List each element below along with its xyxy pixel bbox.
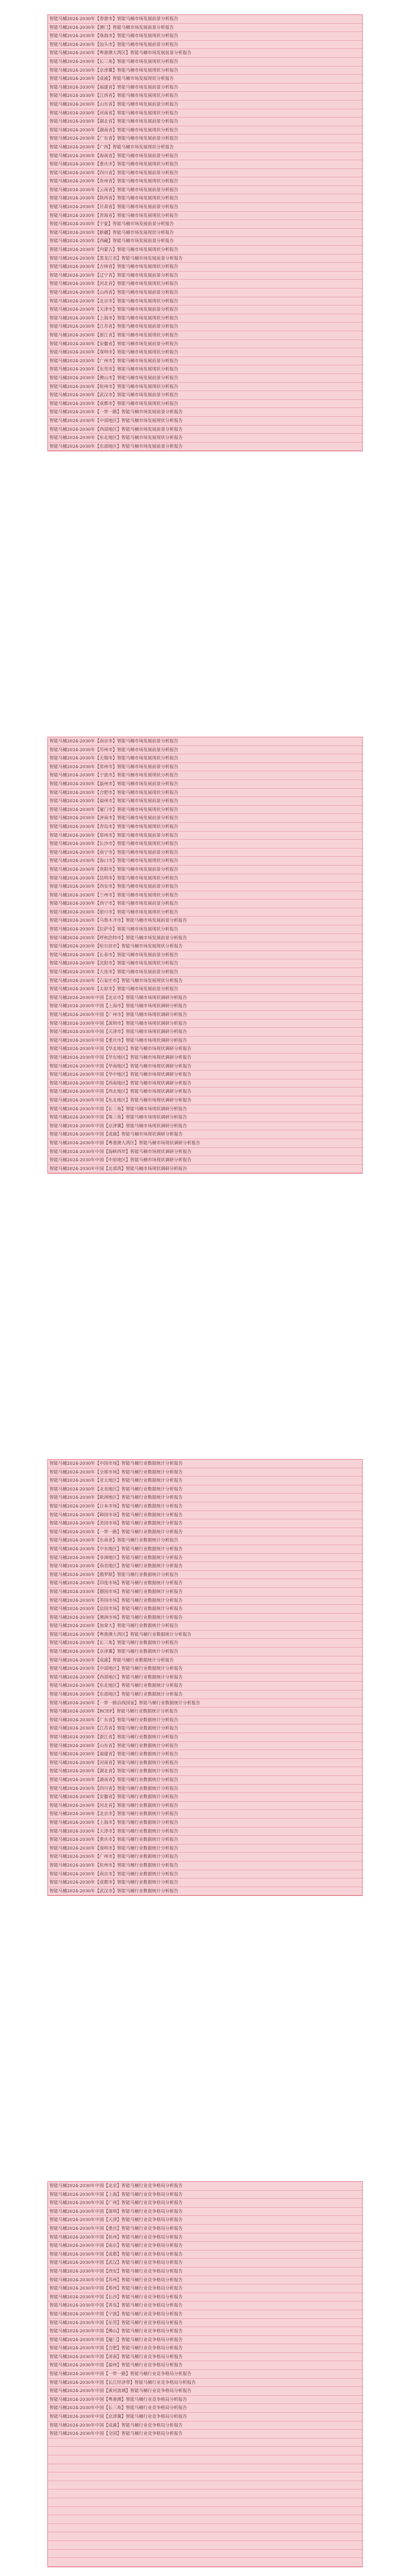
- table-row: 智能马桶2024-2030年【亚太地区】智能马桶行业数据统计分析报告: [48, 1477, 362, 1485]
- page-1: [0, 0, 409, 722]
- table-row: 智能马桶2024-2030年【一带一路】智能马桶行业数据统计分析报告: [48, 1528, 362, 1537]
- table-row: 智能马桶2024-2030年【北美地区】智能马桶行业数据统计分析报告: [48, 1485, 362, 1494]
- table-row: 智能马桶2024-2030年【青海省】智能马桶市场发展现状分析报告: [48, 212, 362, 221]
- table-row: 智能马桶2024-2030年【青岛市】智能马桶市场发展现状分析报告: [48, 823, 362, 832]
- table-row: 智能马桶2024-2030年【长春市】智能马桶市场发展前景分析报告: [48, 951, 362, 960]
- table-row: 智能马桶2024-2030年【大连市】智能马桶市场发展前景分析报告: [48, 968, 362, 977]
- table-row: 智能马桶2024-2030年中国【天津】智能马桶行业竞争格局分析报告: [48, 2216, 362, 2225]
- table-row: 智能马桶2024-2030年【西藏】智能马桶市场发展前景分析报告: [48, 237, 362, 246]
- table-row: 智能马桶2024-2030年【河南省】智能马桶市场发展现状分析报告: [48, 109, 362, 118]
- table-row: 智能马桶2024-2030年【杭州市】智能马桶行业数据统计分析报告: [48, 1861, 362, 1870]
- table-row: 智能马桶2024-2030年【长沙市】智能马桶市场发展现状分析报告: [48, 840, 362, 849]
- table-row: 智能马桶2024-2030年【成渝】智能马桶市场发展现状分析报告: [48, 75, 362, 83]
- table-row: 智能马桶2024-2030年中国【济南】智能马桶行业竞争格局分析报告: [48, 2353, 362, 2362]
- table-row: 智能马桶2024-2030年【四川省】智能马桶市场发展前景分析报告: [48, 169, 362, 178]
- table-row: 智能马桶2024-2030年【云南省】智能马桶市场发展前景分析报告: [48, 186, 362, 195]
- table-row: 智能马桶2024-2030年【非洲地区】智能马桶行业数据统计分析报告: [48, 1554, 362, 1563]
- table-row: [48, 2489, 362, 2498]
- table-row: 智能马桶2024-2030年【合肥市】智能马桶市场发展现状分析报告: [48, 789, 362, 798]
- table-row: 智能马桶2024-2030年中国【长三角】智能马桶市场现状调研分析报告: [48, 1105, 362, 1114]
- table-row: 智能马桶2024-2030年【英国市场】智能马桶行业数据统计分析报告: [48, 1597, 362, 1605]
- table-row: 智能马桶2024-2030年【汕头市】智能马桶市场发展前景分析报告: [48, 41, 362, 49]
- table-row: 智能马桶2024-2030年中国【重庆】智能马桶行业竞争格局分析报告: [48, 2225, 362, 2233]
- table-row: 智能马桶2024-2030年【成都市】智能马桶行业数据统计分析报告: [48, 1878, 362, 1887]
- table-row: 智能马桶2024-2030年【无锡市】智能马桶市场发展现状分析报告: [48, 754, 362, 763]
- table-row: 智能马桶2024-2030年【太原市】智能马桶市场发展前景分析报告: [48, 985, 362, 994]
- page-2: [0, 722, 409, 1445]
- table-row: 智能马桶2024-2030年中国【东北地区】智能马桶市场现状调研分析报告: [48, 1096, 362, 1105]
- table-row: 智能马桶2024-2030年【西宁市】智能马桶市场发展前景分析报告: [48, 900, 362, 908]
- table-row: 智能马桶2024-2030年中国【西安】智能马桶行业竞争格局分析报告: [48, 2267, 362, 2276]
- table-row: 智能马桶2024-2030年中国【佛山】智能马桶行业竞争格局分析报告: [48, 2327, 362, 2336]
- table-row: 智能马桶2024-2030年【德国市场】智能马桶行业数据统计分析报告: [48, 1588, 362, 1597]
- table-row: 智能马桶2024-2030年【吉林省】智能马桶市场发展现状分析报告: [48, 263, 362, 272]
- table-row: 智能马桶2024-2030年【安徽省】智能马桶市场发展前景分析报告: [48, 340, 362, 349]
- table-row: 智能马桶2024-2030年中国【天津市】智能马桶市场现状调研分析报告: [48, 1028, 362, 1037]
- table-row: 智能马桶2024-2030年中国【厦门】智能马桶行业竞争格局分析报告: [48, 2336, 362, 2345]
- table-row: 智能马桶2024-2030年【呼和浩特市】智能马桶市场发展前景分析报告: [48, 934, 362, 943]
- table-row: 智能马桶2024-2030年【南宁市】智能马桶市场发展前景分析报告: [48, 849, 362, 857]
- table-row: [48, 2438, 362, 2447]
- table-row: 智能马桶2024-2030年【东部地区】智能马桶市场发展前景分析报告: [48, 443, 362, 451]
- table-row: 智能马桶2024-2030年【深圳市】智能马桶行业数据统计分析报告: [48, 1844, 362, 1853]
- table-row: 智能马桶2024-2030年【贵州省】智能马桶市场发展现状分析报告: [48, 177, 362, 186]
- table-row: 智能马桶2024-2030年中国【粤港澳】智能马桶行业竞争格局分析报告: [48, 2396, 362, 2404]
- table-row: 智能马桶2024-2030年【武汉市】智能马桶市场发展前景分析报告: [48, 391, 362, 400]
- table-row: 智能马桶2024-2030年【浙江省】智能马桶行业数据统计分析报告: [48, 1733, 362, 1742]
- table-row: 智能马桶2024-2030年【印度市场】智能马桶行业数据统计分析报告: [48, 1579, 362, 1588]
- table-row: 智能马桶2024-2030年【沈阳市】智能马桶市场发展现状分析报告: [48, 959, 362, 968]
- report-list-table: [47, 2181, 363, 2567]
- table-row: 智能马桶2024-2030年【河北省】智能马桶行业数据统计分析报告: [48, 1802, 362, 1810]
- table-row: 智能马桶2024-2030年【韩国市场】智能马桶行业数据统计分析报告: [48, 1511, 362, 1520]
- table-row: [48, 2541, 362, 2550]
- table-row: 智能马桶2024-2030年中国【长江经济带】智能马桶行业竞争格局分析报告: [48, 2379, 362, 2387]
- table-row: 智能马桶2024-2030年【深圳市】智能马桶市场发展现状分析报告: [48, 348, 362, 357]
- table-row: [48, 2472, 362, 2481]
- table-row: 智能马桶2024-2030年【湖北省】智能马桶行业数据统计分析报告: [48, 1767, 362, 1776]
- table-row: 智能马桶2024-2030年中国【杭州】智能马桶行业竞争格局分析报告: [48, 2233, 362, 2242]
- table-row: 智能马桶2024-2030年中国【中原地区】智能马桶市场现状调研分析报告: [48, 1156, 362, 1165]
- table-row: 智能马桶2024-2030年【哈尔滨市】智能马桶市场发展现状分析报告: [48, 942, 362, 951]
- table-row: 智能马桶2024-2030年中国【珠三角】智能马桶市场现状调研分析报告: [48, 1113, 362, 1122]
- table-row: 智能马桶2024-2030年【广州市】智能马桶行业数据统计分析报告: [48, 1853, 362, 1861]
- table-row: 智能马桶2024-2030年【北京市】智能马桶行业数据统计分析报告: [48, 1810, 362, 1819]
- table-row: 智能马桶2024-2030年【江西省】智能马桶市场发展现状分析报告: [48, 92, 362, 100]
- table-row: 智能马桶2024-2030年【天津市】智能马桶市场发展前景分析报告: [48, 306, 362, 314]
- table-row: 智能马桶2024-2030年中国【西北地区】智能马桶市场现状调研分析报告: [48, 1088, 362, 1096]
- table-row: 智能马桶2024-2030年【香港市】智能马桶市场发展前景分析报告: [48, 15, 362, 24]
- table-row: 智能马桶2024-2030年【湖北省】智能马桶市场发展前景分析报告: [48, 117, 362, 126]
- table-row: 智能马桶2024-2030年【澳门】智能马桶市场发展前景分析报告: [48, 24, 362, 32]
- table-row: 智能马桶2024-2030年【广州市】智能马桶市场发展前景分析报告: [48, 357, 362, 366]
- table-row: 智能马桶2024-2030年【山东省】智能马桶市场发展前景分析报告: [48, 100, 362, 109]
- table-row: 智能马桶2024-2030年【郑州市】智能马桶市场发展前景分析报告: [48, 832, 362, 840]
- table-row: 智能马桶2024-2030年【黑龙江省】智能马桶市场发展前景分析报告: [48, 255, 362, 263]
- table-row: 智能马桶2024-2030年【江苏省】智能马桶市场发展前景分析报告: [48, 323, 362, 331]
- report-list-table: [47, 737, 363, 1174]
- table-row: 智能马桶2024-2030年【新疆】智能马桶市场发展现状分析报告: [48, 229, 362, 238]
- table-row: 智能马桶2024-2030年中国【成都】智能马桶行业竞争格局分析报告: [48, 2250, 362, 2259]
- table-row: 智能马桶2024-2030年中国【粤港澳大湾区】智能马桶市场现状调研分析报告: [48, 1139, 362, 1148]
- table-row: 智能马桶2024-2030年中国【广州市】智能马桶市场现状调研分析报告: [48, 1011, 362, 1020]
- table-row: 智能马桶2024-2030年【南美地区】智能马桶行业数据统计分析报告: [48, 1562, 362, 1571]
- table-row: 智能马桶2024-2030年【河北省】智能马桶市场发展现状分析报告: [48, 280, 362, 289]
- table-row: [48, 2481, 362, 2490]
- page-3: [0, 1445, 409, 2167]
- table-row: 智能马桶2024-2030年【福建省】智能马桶行业数据统计分析报告: [48, 1750, 362, 1759]
- table-row: 智能马桶2024-2030年【长三角】智能马桶行业数据统计分析报告: [48, 1639, 362, 1648]
- table-row: 智能马桶2024-2030年【重庆市】智能马桶市场发展现状分析报告: [48, 160, 362, 169]
- table-row: [48, 2524, 362, 2533]
- table-row: 智能马桶2024-2030年【东部地区】智能马桶行业数据统计分析报告: [48, 1690, 362, 1699]
- table-row: 智能马桶2024-2030年【日本市场】智能马桶行业数据统计分析报告: [48, 1502, 362, 1511]
- table-row: [48, 2515, 362, 2524]
- table-row: 智能马桶2024-2030年【武汉市】智能马桶行业数据统计分析报告: [48, 1887, 362, 1896]
- table-row: 智能马桶2024-2030年【澳洲市场】智能马桶行业数据统计分析报告: [48, 1614, 362, 1622]
- table-row: 智能马桶2024-2030年【宁波市】智能马桶市场发展现状分析报告: [48, 771, 362, 780]
- table-row: 智能马桶2024-2030年【美国市场】智能马桶行业数据统计分析报告: [48, 1519, 362, 1528]
- table-row: 智能马桶2024-2030年【河南省】智能马桶行业数据统计分析报告: [48, 1759, 362, 1768]
- table-row: 智能马桶2024-2030年【济南市】智能马桶市场发展前景分析报告: [48, 814, 362, 823]
- table-row: 智能马桶2024-2030年【中国市场】智能马桶行业数据统计分析报告: [48, 1460, 362, 1468]
- table-row: 智能马桶2024-2030年【中东地区】智能马桶行业数据统计分析报告: [48, 1545, 362, 1554]
- table-row: 智能马桶2024-2030年【安徽省】智能马桶行业数据统计分析报告: [48, 1793, 362, 1802]
- table-row: 智能马桶2024-2030年【福州市】智能马桶市场发展前景分析报告: [48, 797, 362, 806]
- table-row: 智能马桶2024-2030年中国【成渝】智能马桶市场现状调研分析报告: [48, 1130, 362, 1139]
- table-row: 智能马桶2024-2030年中国【海峡西岸】智能马桶市场现状调研分析报告: [48, 1148, 362, 1157]
- table-row: 智能马桶2024-2030年【银川市】智能马桶市场发展现状分析报告: [48, 908, 362, 917]
- table-row: 智能马桶2024-2030年中国【长沙】智能马桶行业竞争格局分析报告: [48, 2293, 362, 2302]
- table-row: 智能马桶2024-2030年中国【全国】智能马桶行业竞争格局分析报告: [48, 2430, 362, 2438]
- table-row: 智能马桶2024-2030年中国【黄河流域】智能马桶行业竞争格局分析报告: [48, 2387, 362, 2396]
- table-row: 智能马桶2024-2030年【欧洲地区】智能马桶行业数据统计分析报告: [48, 1494, 362, 1502]
- table-row: 智能马桶2024-2030年【成渝】智能马桶行业数据统计分析报告: [48, 1656, 362, 1665]
- report-list-table: [47, 1459, 363, 1896]
- table-row: 智能马桶2024-2030年【北京市】智能马桶市场发展现状分析报告: [48, 297, 362, 306]
- table-row: 智能马桶2024-2030年【东南亚】智能马桶行业数据统计分析报告: [48, 1536, 362, 1545]
- table-row: [48, 2464, 362, 2473]
- table-row: 智能马桶2024-2030年中国【广州】智能马桶行业竞争格局分析报告: [48, 2199, 362, 2208]
- table-row: 智能马桶2024-2030年【拉萨市】智能马桶市场发展现状分析报告: [48, 925, 362, 934]
- table-row: 智能马桶2024-2030年【加拿大】智能马桶行业数据统计分析报告: [48, 1622, 362, 1631]
- table-row: 智能马桶2024-2030年中国【青岛】智能马桶行业竞争格局分析报告: [48, 2301, 362, 2310]
- table-row: 智能马桶2024-2030年中国【重庆市】智能马桶市场现状调研分析报告: [48, 1037, 362, 1045]
- table-row: 智能马桶2024-2030年中国【华北地区】智能马桶市场现状调研分析报告: [48, 1045, 362, 1054]
- table-row: 智能马桶2024-2030年【全球市场】智能马桶行业数据统计分析报告: [48, 1468, 362, 1477]
- table-row: 智能马桶2024-2030年【宁夏】智能马桶市场发展前景分析报告: [48, 220, 362, 229]
- table-row: 智能马桶2024-2030年【内蒙古】智能马桶市场发展现状分析报告: [48, 246, 362, 255]
- table-row: 智能马桶2024-2030年【昆明市】智能马桶市场发展现状分析报告: [48, 874, 362, 883]
- table-row: 智能马桶2024-2030年【天津市】智能马桶行业数据统计分析报告: [48, 1827, 362, 1836]
- table-row: [48, 2447, 362, 2455]
- table-row: 智能马桶2024-2030年【乌鲁木齐市】智能马桶市场发展前景分析报告: [48, 917, 362, 925]
- table-row: 智能马桶2024-2030年中国【苏州】智能马桶行业竞争格局分析报告: [48, 2276, 362, 2285]
- table-row: 智能马桶2024-2030年【东莞市】智能马桶市场发展现状分析报告: [48, 365, 362, 374]
- table-row: 智能马桶2024-2030年【俄罗斯】智能马桶行业数据统计分析报告: [48, 1571, 362, 1580]
- table-row: 智能马桶2024-2030年【西部地区】智能马桶行业数据统计分析报告: [48, 1673, 362, 1682]
- table-row: 智能马桶2024-2030年【广东省】智能马桶市场发展前景分析报告: [48, 134, 362, 143]
- table-row: 智能马桶2024-2030年【东北地区】智能马桶市场发展现状分析报告: [48, 434, 362, 443]
- table-row: 智能马桶2024-2030年【粤港澳大湾区】智能马桶市场发展前景分析报告: [48, 49, 362, 58]
- table-row: [48, 2507, 362, 2516]
- report-list-table: [47, 14, 363, 451]
- table-row: 智能马桶2024-2030年【浙江省】智能马桶市场发展现状分析报告: [48, 331, 362, 340]
- table-row: 智能马桶2024-2030年中国【北京】智能马桶行业竞争格局分析报告: [48, 2182, 362, 2191]
- table-row: 智能马桶2024-2030年【粤港澳大湾区】智能马桶行业数据统计分析报告: [48, 1631, 362, 1639]
- table-row: 智能马桶2024-2030年【法国市场】智能马桶行业数据统计分析报告: [48, 1605, 362, 1614]
- table-row: 智能马桶2024-2030年中国【郑州】智能马桶行业竞争格局分析报告: [48, 2284, 362, 2293]
- table-row: 智能马桶2024-2030年【湖南省】智能马桶市场发展现状分析报告: [48, 126, 362, 135]
- table-row: 智能马桶2024-2030年【山西省】智能马桶市场发展前景分析报告: [48, 289, 362, 297]
- table-row: 智能马桶2024-2030年【重庆市】智能马桶行业数据统计分析报告: [48, 1836, 362, 1844]
- table-row: 智能马桶2024-2030年中国【京津冀】智能马桶市场现状调研分析报告: [48, 1122, 362, 1131]
- table-row: 智能马桶2024-2030年中国【深圳市】智能马桶市场现状调研分析报告: [48, 1020, 362, 1028]
- table-row: 智能马桶2024-2030年中国【北京市】智能马桶市场现状调研分析报告: [48, 994, 362, 1003]
- page-4: [0, 2167, 409, 2576]
- table-row: 智能马桶2024-2030年【兰州市】智能马桶市场发展现状分析报告: [48, 891, 362, 900]
- table-row: 智能马桶2024-2030年【温州市】智能马桶市场发展前景分析报告: [48, 780, 362, 789]
- table-row: 智能马桶2024-2030年中国【一带一路】智能马桶行业竞争格局分析报告: [48, 2370, 362, 2379]
- table-row: 智能马桶2024-2030年【杭州市】智能马桶市场发展现状分析报告: [48, 383, 362, 392]
- table-row: 智能马桶2024-2030年【湖南省】智能马桶行业数据统计分析报告: [48, 1776, 362, 1785]
- table-row: 智能马桶2024-2030年【江苏省】智能马桶行业数据统计分析报告: [48, 1724, 362, 1733]
- table-row: 智能马桶2024-2030年【贵阳市】智能马桶市场发展前景分析报告: [48, 866, 362, 874]
- table-row: [48, 2498, 362, 2507]
- table-row: 智能马桶2024-2030年【京津冀】智能马桶市场发展现状分析报告: [48, 66, 362, 75]
- table-row: 智能马桶2024-2030年【一带一路沿线国家】智能马桶行业数据统计分析报告: [48, 1699, 362, 1708]
- table-row: 智能马桶2024-2030年【厦门市】智能马桶市场发展现状分析报告: [48, 806, 362, 815]
- table-row: 智能马桶2024-2030年中国【宁波】智能马桶行业竞争格局分析报告: [48, 2310, 362, 2319]
- table-row: 智能马桶2024-2030年【南京市】智能马桶行业数据统计分析报告: [48, 1870, 362, 1879]
- table-row: 智能马桶2024-2030年【西部地区】智能马桶市场发展前景分析报告: [48, 426, 362, 434]
- table-row: 智能马桶2024-2030年中国【京津冀】智能马桶行业竞争格局分析报告: [48, 2413, 362, 2421]
- table-row: 智能马桶2024-2030年【广西】智能马桶市场发展现状分析报告: [48, 143, 362, 152]
- table-row: 智能马桶2024-2030年【上海市】智能马桶行业数据统计分析报告: [48, 1819, 362, 1827]
- table-row: 智能马桶2024-2030年【石家庄市】智能马桶市场发展现状分析报告: [48, 977, 362, 986]
- table-row: [48, 2550, 362, 2558]
- table-row: 智能马桶2024-2030年中国【成渝】智能马桶行业竞争格局分析报告: [48, 2421, 362, 2430]
- table-row: [48, 2455, 362, 2464]
- table-row: 智能马桶2024-2030年中国【华南地区】智能马桶市场现状调研分析报告: [48, 1062, 362, 1071]
- table-row: 智能马桶2024-2030年中国【南京】智能马桶行业竞争格局分析报告: [48, 2242, 362, 2250]
- table-row: 智能马桶2024-2030年【西安市】智能马桶市场发展前景分析报告: [48, 883, 362, 891]
- table-row: 智能马桶2024-2030年【海口市】智能马桶市场发展现状分析报告: [48, 857, 362, 866]
- table-row: 智能马桶2024-2030年中国【合肥】智能马桶行业竞争格局分析报告: [48, 2344, 362, 2353]
- table-row: 智能马桶2024-2030年【海南省】智能马桶市场发展前景分析报告: [48, 152, 362, 161]
- table-row: 智能马桶2024-2030年【京津冀】智能马桶行业数据统计分析报告: [48, 1648, 362, 1656]
- table-row: 智能马桶2024-2030年【四川省】智能马桶行业数据统计分析报告: [48, 1785, 362, 1793]
- table-row: 智能马桶2024-2030年中国【武汉】智能马桶行业竞争格局分析报告: [48, 2259, 362, 2267]
- table-row: 智能马桶2024-2030年【一带一路】智能马桶市场发展前景分析报告: [48, 408, 362, 417]
- table-row: 智能马桶2024-2030年【山东省】智能马桶行业数据统计分析报告: [48, 1742, 362, 1751]
- table-row: [48, 2558, 362, 2567]
- table-row: 智能马桶2024-2030年中国【长三角】智能马桶行业竞争格局分析报告: [48, 2404, 362, 2413]
- table-row: 智能马桶2024-2030年中国【东莞】智能马桶行业竞争格局分析报告: [48, 2319, 362, 2328]
- table-row: 智能马桶2024-2030年中国【深圳】智能马桶行业竞争格局分析报告: [48, 2208, 362, 2216]
- table-row: [48, 2532, 362, 2541]
- table-row: 智能马桶2024-2030年【常州市】智能马桶市场发展前景分析报告: [48, 763, 362, 772]
- table-row: 智能马桶2024-2030年【福建省】智能马桶市场发展前景分析报告: [48, 83, 362, 92]
- table-row: 智能马桶2024-2030年【苏州市】智能马桶市场发展前景分析报告: [48, 746, 362, 755]
- table-row: 智能马桶2024-2030年中国【华东地区】智能马桶市场现状调研分析报告: [48, 1054, 362, 1062]
- table-row: 智能马桶2024-2030年中国【上海市】智能马桶市场现状调研分析报告: [48, 1002, 362, 1011]
- table-row: 智能马桶2024-2030年【长三角】智能马桶市场发展现状分析报告: [48, 58, 362, 66]
- table-row: 智能马桶2024-2030年中国【华中地区】智能马桶市场现状调研分析报告: [48, 1071, 362, 1079]
- table-row: 智能马桶2024-2030年【辽宁省】智能马桶市场发展前景分析报告: [48, 272, 362, 280]
- table-row: 智能马桶2024-2030年【珠海市】智能马桶市场发展现状分析报告: [48, 32, 362, 41]
- table-row: 智能马桶2024-2030年【东北地区】智能马桶行业数据统计分析报告: [48, 1682, 362, 1690]
- table-row: 智能马桶2024-2030年【佛山市】智能马桶市场发展前景分析报告: [48, 374, 362, 383]
- table-row: 智能马桶2024-2030年【广东省】智能马桶行业数据统计分析报告: [48, 1716, 362, 1725]
- table-row: 智能马桶2024-2030年中国【北部湾】智能马桶市场现状调研分析报告: [48, 1165, 362, 1174]
- table-row: 智能马桶2024-2030年中国【上海】智能马桶行业竞争格局分析报告: [48, 2191, 362, 2199]
- table-row: 智能马桶2024-2030年【陕西省】智能马桶市场发展现状分析报告: [48, 194, 362, 203]
- table-row: 智能马桶2024-2030年中国【福州】智能马桶行业竞争格局分析报告: [48, 2361, 362, 2370]
- table-row: 智能马桶2024-2030年【上海市】智能马桶市场发展现状分析报告: [48, 314, 362, 323]
- table-row: 智能马桶2024-2030年【中部地区】智能马桶行业数据统计分析报告: [48, 1665, 362, 1673]
- table-row: 智能马桶2024-2030年【甘肃省】智能马桶市场发展前景分析报告: [48, 203, 362, 212]
- table-row: 智能马桶2024-2030年【成都市】智能马桶市场发展现状分析报告: [48, 400, 362, 409]
- table-row: 智能马桶2024-2030年中国【西南地区】智能马桶市场现状调研分析报告: [48, 1079, 362, 1088]
- table-row: 智能马桶2024-2030年【南京市】智能马桶市场发展前景分析报告: [48, 737, 362, 746]
- table-row: 智能马桶2024-2030年【中部地区】智能马桶市场发展现状分析报告: [48, 417, 362, 426]
- table-row: 智能马桶2024-2030年【RCEP】智能马桶行业数据统计分析报告: [48, 1707, 362, 1716]
